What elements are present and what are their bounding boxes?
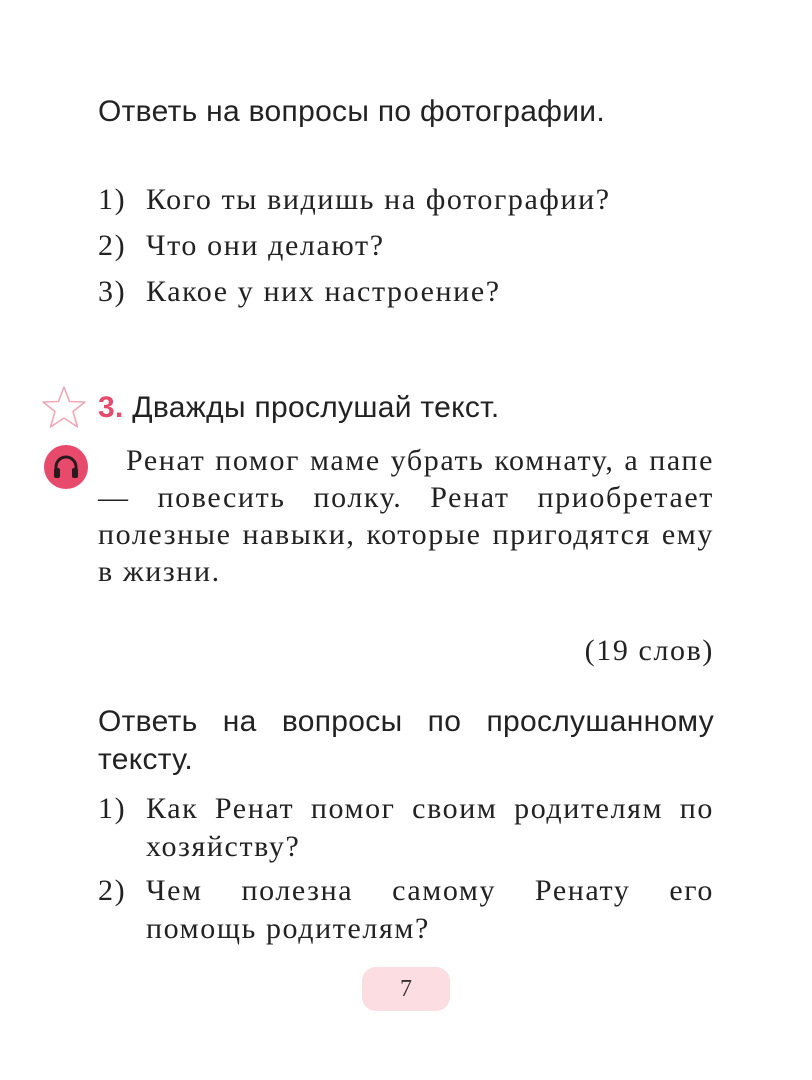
listening-text xyxy=(98,442,714,590)
star-outline-icon xyxy=(40,384,88,430)
item-text: Как Ренат помог своим родителям по хозяйству? xyxy=(146,792,714,863)
task-header xyxy=(98,391,500,425)
list-item xyxy=(98,181,714,219)
list-item xyxy=(98,273,714,311)
list-item xyxy=(98,872,714,948)
headphones-icon[interactable] xyxy=(44,445,88,489)
item-number: 2) xyxy=(98,229,127,262)
question-intro-listening: Ответь на вопросы по прослушанному тексту. xyxy=(98,705,714,776)
task-number: 3. xyxy=(98,391,124,424)
item-text: Кого ты видишь на фотографии? xyxy=(146,183,611,216)
item-number: 3) xyxy=(98,275,127,308)
item-number: 2) xyxy=(98,874,127,907)
list-item xyxy=(98,790,714,866)
story-paragraph: Ренат помог маме убрать комнату, а папе — повесить полку. Ренат приобретает полезные навыки, которые пригодятся ему в жизни. xyxy=(98,444,714,588)
item-text: Чем полезна самому Ренату его помощь родителям? xyxy=(146,874,714,945)
question-list-listening xyxy=(98,790,714,954)
question-intro-photo: Ответь на вопросы по фотографии. xyxy=(98,95,605,128)
task-instruction: Дважды прослушай текст. xyxy=(132,391,500,424)
list-item xyxy=(98,227,714,265)
page-number: 7 xyxy=(362,967,450,1011)
item-text: Какое у них настроение? xyxy=(146,275,501,308)
item-number: 1) xyxy=(98,183,127,216)
word-count: (19 слов) xyxy=(584,634,714,667)
question-list-photo xyxy=(98,181,714,319)
item-text: Что они делают? xyxy=(146,229,385,262)
item-number: 1) xyxy=(98,792,127,825)
